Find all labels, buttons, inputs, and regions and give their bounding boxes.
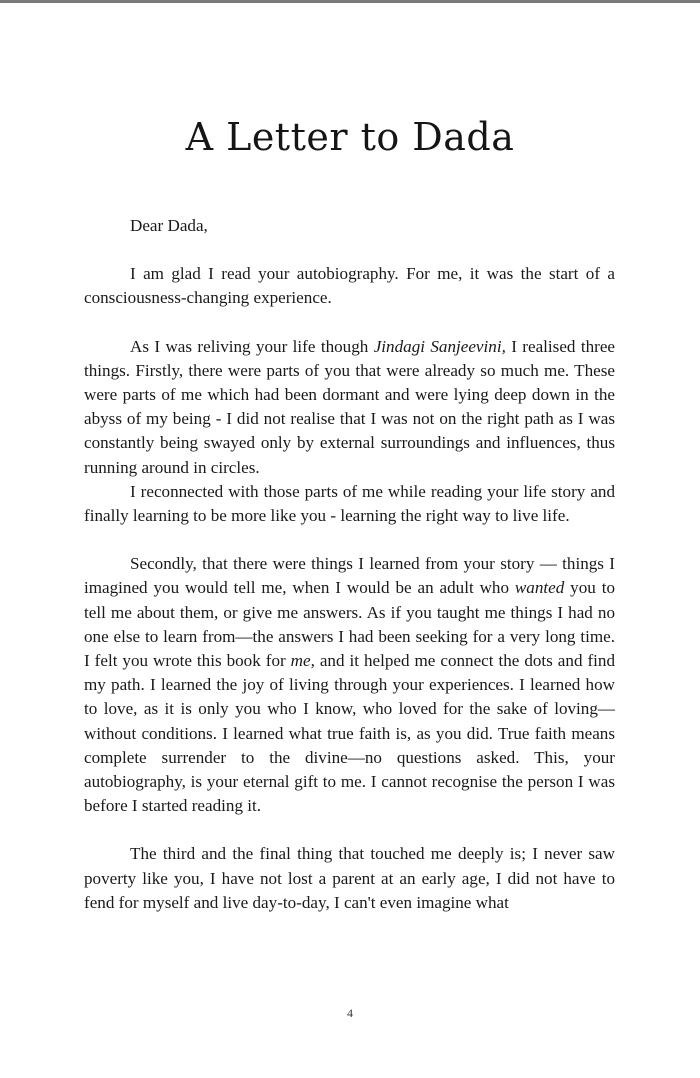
paragraph-2-text-start: As I was reliving your life though [130,336,374,356]
paragraph-2 [84,335,615,480]
page-number: 4 [347,1006,353,1020]
paragraph-1-text: I am glad I read your autobiography. For me, it was the start of a consciousness-changing experience. [84,264,615,308]
paragraph-4-text-start: Secondly, that there were things I learned from your story — things I imagined you would tell me, when I would be an adult who [84,554,615,598]
page-title: A Letter to Dada [185,115,515,159]
emphasis-wanted: wanted [514,578,565,598]
paragraph-4 [84,552,615,818]
paragraph-1 [84,262,615,310]
book-title: Jindagi Sanjeevini, [373,336,506,356]
letter-body [84,214,615,915]
paragraph-4-text-end: and it helped me connect the dots and find my path. I learned the joy of living through your experiences. I learned how to love, as it is only you who I know, who loved for the sake of loving—without conditions. I learned what true faith is, as you did. True faith means complete surrender to the divine—no questions asked. This, your autobiography, is your eternal gift to me. I cannot recognise the person I was before I started reading it. [84,651,615,816]
salutation: Dear Dada, [130,216,208,235]
paragraph-5-text: The third and the final thing that touched me deeply is; I never saw poverty like you, I have not lost a parent at an early age, I did not have to fend for myself and live day-to-day, I can't even imagine what [84,844,615,912]
paragraph-3-text: I reconnected with those parts of me while reading your life story and finally learning to be more like you - learning the right way to live life. [84,481,615,526]
emphasis-me: me, [290,651,315,671]
document-page [0,3,700,1078]
paragraph-2-text-end: I realised three things. Firstly, there were parts of you that were already so much me. These were parts of me which had been dormant and were lying deep down in the abyss of my being - I did not realise that I was not on the right path as I was constantly being swayed only by external surroundings and influences, thus running around in circles. [84,336,615,477]
paragraph-5 [84,842,615,915]
paragraph-4-text-middle: you to tell me about them, or give me answers. As if you taught me things I had no one else to learn from—the answers I had been seeking for a very long time. I felt you wrote this book for [84,578,615,671]
paragraph-3 [84,480,615,528]
